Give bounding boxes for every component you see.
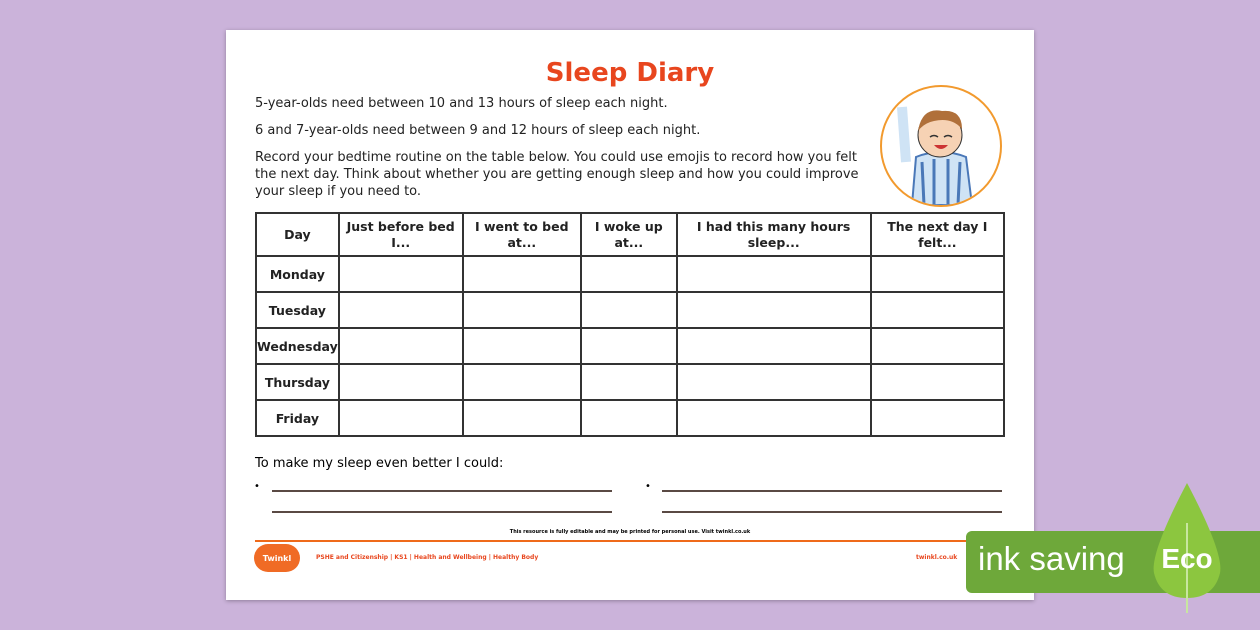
child-stretching-illustration [880, 85, 1002, 207]
cell [339, 364, 463, 400]
footer-subject: PSHE and Citizenship | KS1 | Health and Wellbeing | Healthy Body [316, 554, 539, 561]
cell [871, 292, 1004, 328]
cell [581, 364, 677, 400]
table-row [256, 292, 1004, 328]
header-next-day: The next day I felt... [871, 213, 1004, 256]
cell [677, 292, 871, 328]
sleep-diary-table [255, 212, 1005, 437]
eco-label: Eco [1161, 543, 1213, 574]
day-label: Tuesday [256, 292, 339, 328]
cell [463, 292, 581, 328]
writing-line [662, 490, 1002, 492]
twinkl-logo: Twinkl [254, 544, 300, 572]
cell [581, 328, 677, 364]
cell [463, 256, 581, 292]
intro-instructions: Record your bedtime routine on the table below. You could use emojis to record how you felt the next day. Think about whether you are getting enough sleep and how you could improve your sleep if you need to. [255, 150, 859, 199]
day-label: Thursday [256, 364, 339, 400]
intro-line-1: 5-year-olds need between 10 and 13 hours of sleep each night. [255, 96, 668, 111]
bullet: • [645, 481, 651, 492]
writing-line [272, 511, 612, 513]
cell [677, 400, 871, 436]
intro-line-2: 6 and 7-year-olds need between 9 and 12 hours of sleep each night. [255, 123, 701, 138]
footer-website: twinkl.co.uk [916, 554, 958, 561]
page-title: Sleep Diary [545, 58, 715, 88]
table-row [256, 364, 1004, 400]
table-row [256, 256, 1004, 292]
cell [677, 328, 871, 364]
cell [677, 256, 871, 292]
worksheet [226, 30, 1034, 600]
cell [871, 328, 1004, 364]
writing-line [662, 511, 1002, 513]
header-woke-up: I woke up at... [581, 213, 677, 256]
bullet: • [254, 481, 260, 492]
day-label: Wednesday [256, 328, 339, 364]
cell [463, 364, 581, 400]
table-row [256, 328, 1004, 364]
eco-leaf-icon [1150, 483, 1224, 613]
header-hours-sleep: I had this many hours sleep... [677, 213, 871, 256]
cell [871, 256, 1004, 292]
cell [581, 256, 677, 292]
cell [581, 292, 677, 328]
cell [463, 400, 581, 436]
cell [581, 400, 677, 436]
day-label: Monday [256, 256, 339, 292]
cell [463, 328, 581, 364]
cell [871, 364, 1004, 400]
header-before-bed: Just before bed I... [339, 213, 463, 256]
improve-sleep-label: To make my sleep even better I could: [255, 456, 504, 471]
writing-line [272, 490, 612, 492]
cell [677, 364, 871, 400]
cell [339, 328, 463, 364]
cell [339, 256, 463, 292]
cell [871, 400, 1004, 436]
copyright-notice: This resource is fully editable and may be printed for personal use. Visit twinkl.co.uk [509, 529, 751, 535]
day-label: Friday [256, 400, 339, 436]
cell [339, 292, 463, 328]
header-bedtime: I went to bed at... [463, 213, 581, 256]
footer-divider [255, 540, 1005, 542]
ink-saving-label: ink saving [978, 540, 1125, 577]
cell [339, 400, 463, 436]
header-day: Day [256, 213, 339, 256]
table-row [256, 400, 1004, 436]
